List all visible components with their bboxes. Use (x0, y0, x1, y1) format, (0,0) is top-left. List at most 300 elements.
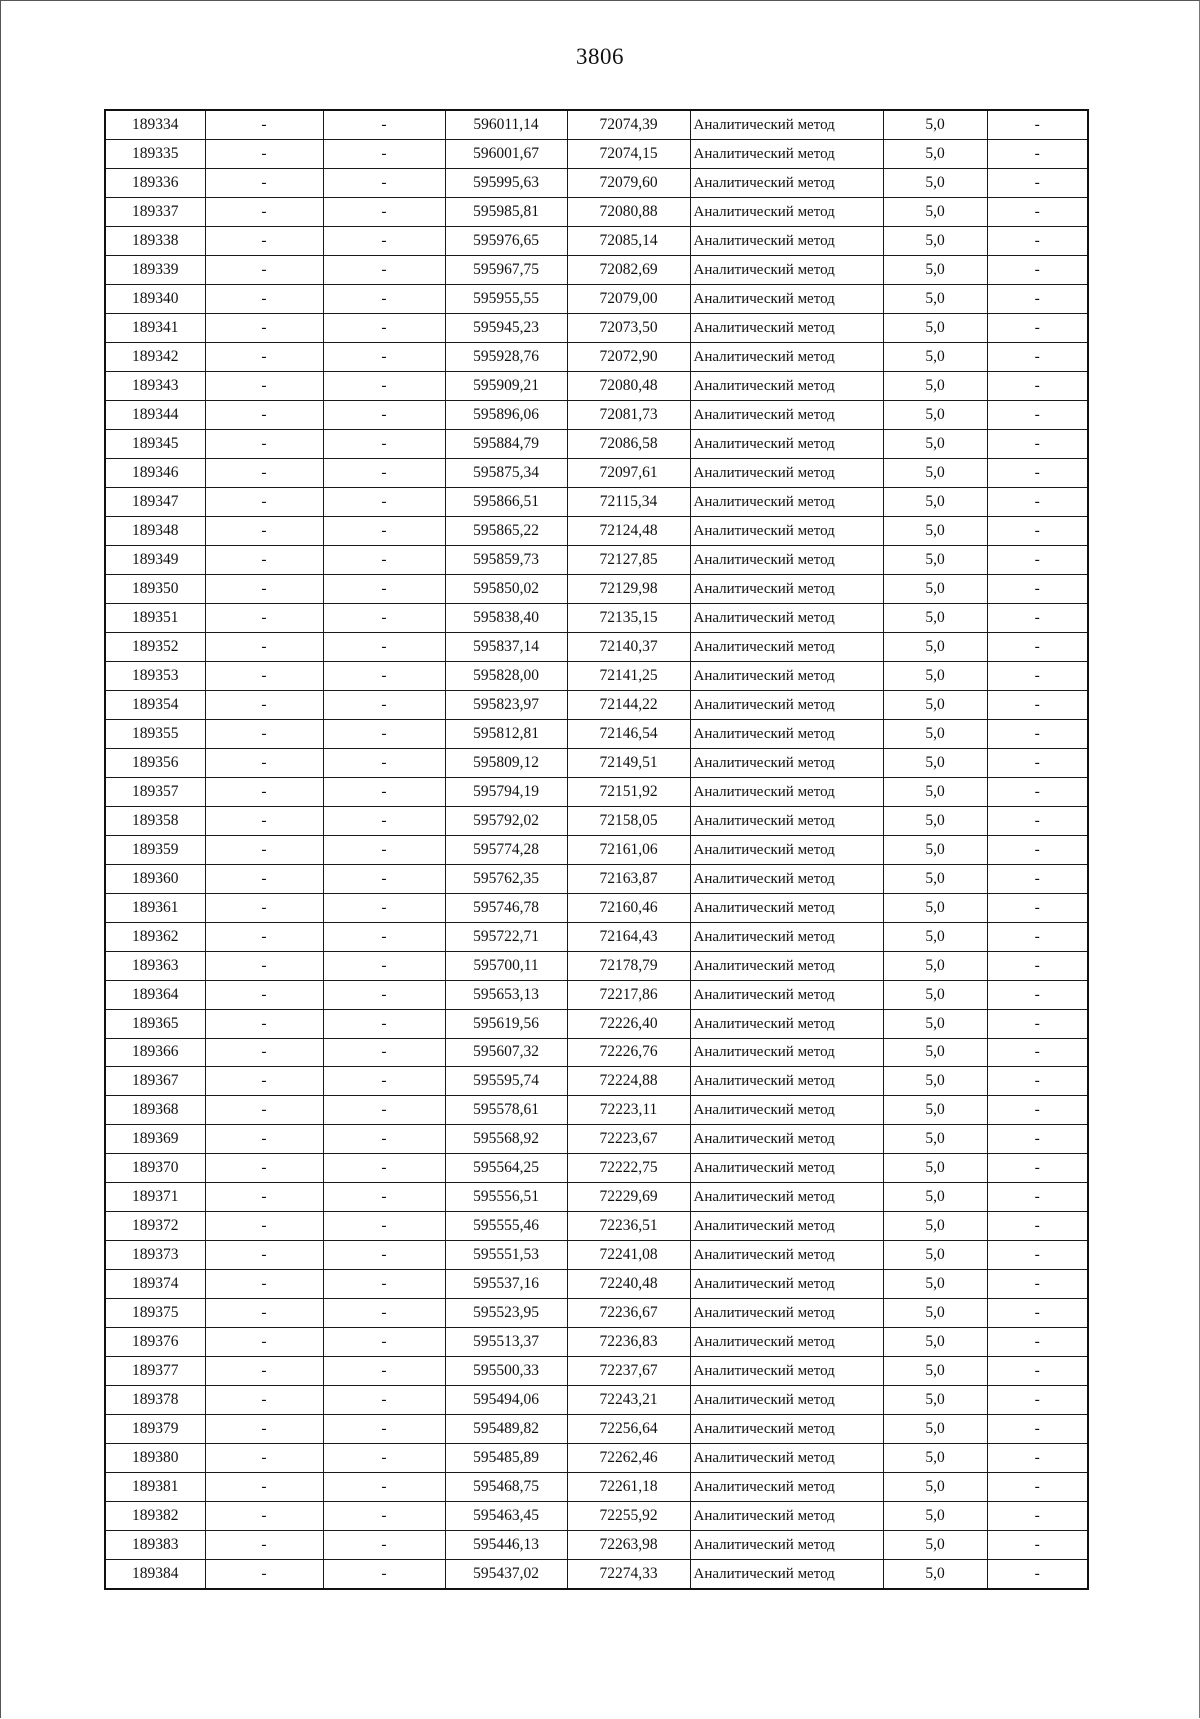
x-coordinate-cell: 595468,75 (445, 1473, 567, 1502)
x-coordinate-cell: 596001,67 (445, 139, 567, 168)
col3-cell: - (323, 1560, 445, 1589)
point-number-cell: 189347 (105, 487, 205, 516)
col2-cell: - (205, 661, 323, 690)
col8-cell: - (987, 1560, 1088, 1589)
accuracy-cell: 5,0 (883, 1096, 987, 1125)
table-row (105, 1328, 1088, 1357)
method-cell: Аналитический метод (690, 574, 883, 603)
col8-cell: - (987, 632, 1088, 661)
col2-cell: - (205, 864, 323, 893)
y-coordinate-cell: 72080,88 (567, 197, 690, 226)
accuracy-cell: 5,0 (883, 1473, 987, 1502)
x-coordinate-cell: 595774,28 (445, 835, 567, 864)
method-cell: Аналитический метод (690, 1096, 883, 1125)
method-cell: Аналитический метод (690, 1183, 883, 1212)
x-coordinate-cell: 595896,06 (445, 400, 567, 429)
col2-cell: - (205, 980, 323, 1009)
table-row (105, 429, 1088, 458)
table-row (105, 342, 1088, 371)
point-number-cell: 189351 (105, 603, 205, 632)
table-row (105, 1183, 1088, 1212)
col3-cell: - (323, 545, 445, 574)
col3-cell: - (323, 922, 445, 951)
col3-cell: - (323, 429, 445, 458)
table-row (105, 980, 1088, 1009)
col3-cell: - (323, 690, 445, 719)
accuracy-cell: 5,0 (883, 922, 987, 951)
y-coordinate-cell: 72097,61 (567, 458, 690, 487)
col3-cell: - (323, 400, 445, 429)
point-number-cell: 189363 (105, 951, 205, 980)
x-coordinate-cell: 595866,51 (445, 487, 567, 516)
point-number-cell: 189335 (105, 139, 205, 168)
y-coordinate-cell: 72144,22 (567, 690, 690, 719)
method-cell: Аналитический метод (690, 1560, 883, 1589)
y-coordinate-cell: 72222,75 (567, 1154, 690, 1183)
col2-cell: - (205, 1444, 323, 1473)
table-row (105, 1241, 1088, 1270)
table-row (105, 574, 1088, 603)
col2-cell: - (205, 1096, 323, 1125)
col8-cell: - (987, 1270, 1088, 1299)
accuracy-cell: 5,0 (883, 1531, 987, 1560)
col8-cell: - (987, 661, 1088, 690)
table-row (105, 1038, 1088, 1067)
point-number-cell: 189349 (105, 545, 205, 574)
col8-cell: - (987, 168, 1088, 197)
point-number-cell: 189355 (105, 719, 205, 748)
col2-cell: - (205, 197, 323, 226)
point-number-cell: 189370 (105, 1154, 205, 1183)
col8-cell: - (987, 487, 1088, 516)
col8-cell: - (987, 951, 1088, 980)
y-coordinate-cell: 72223,67 (567, 1125, 690, 1154)
col2-cell: - (205, 1299, 323, 1328)
method-cell: Аналитический метод (690, 255, 883, 284)
x-coordinate-cell: 595578,61 (445, 1096, 567, 1125)
x-coordinate-cell: 595859,73 (445, 545, 567, 574)
col2-cell: - (205, 1183, 323, 1212)
col3-cell: - (323, 806, 445, 835)
x-coordinate-cell: 595794,19 (445, 777, 567, 806)
y-coordinate-cell: 72262,46 (567, 1444, 690, 1473)
col8-cell: - (987, 1473, 1088, 1502)
method-cell: Аналитический метод (690, 1212, 883, 1241)
col3-cell: - (323, 197, 445, 226)
method-cell: Аналитический метод (690, 893, 883, 922)
x-coordinate-cell: 595700,11 (445, 951, 567, 980)
accuracy-cell: 5,0 (883, 893, 987, 922)
col3-cell: - (323, 255, 445, 284)
x-coordinate-cell: 595985,81 (445, 197, 567, 226)
x-coordinate-cell: 595828,00 (445, 661, 567, 690)
table-row (105, 1386, 1088, 1415)
y-coordinate-cell: 72086,58 (567, 429, 690, 458)
coordinates-table (104, 109, 1089, 1590)
x-coordinate-cell: 595967,75 (445, 255, 567, 284)
method-cell: Аналитический метод (690, 1067, 883, 1096)
accuracy-cell: 5,0 (883, 139, 987, 168)
table-row (105, 1096, 1088, 1125)
col8-cell: - (987, 748, 1088, 777)
accuracy-cell: 5,0 (883, 545, 987, 574)
col3-cell: - (323, 226, 445, 255)
accuracy-cell: 5,0 (883, 574, 987, 603)
accuracy-cell: 5,0 (883, 1067, 987, 1096)
table-row (105, 487, 1088, 516)
col8-cell: - (987, 400, 1088, 429)
accuracy-cell: 5,0 (883, 342, 987, 371)
col8-cell: - (987, 1038, 1088, 1067)
col8-cell: - (987, 574, 1088, 603)
col3-cell: - (323, 1212, 445, 1241)
col8-cell: - (987, 1328, 1088, 1357)
x-coordinate-cell: 595489,82 (445, 1415, 567, 1444)
table-row (105, 1502, 1088, 1531)
y-coordinate-cell: 72236,83 (567, 1328, 690, 1357)
col8-cell: - (987, 1531, 1088, 1560)
x-coordinate-cell: 595850,02 (445, 574, 567, 603)
col3-cell: - (323, 1386, 445, 1415)
col3-cell: - (323, 893, 445, 922)
y-coordinate-cell: 72240,48 (567, 1270, 690, 1299)
point-number-cell: 189374 (105, 1270, 205, 1299)
accuracy-cell: 5,0 (883, 226, 987, 255)
col2-cell: - (205, 1154, 323, 1183)
col2-cell: - (205, 806, 323, 835)
method-cell: Аналитический метод (690, 400, 883, 429)
accuracy-cell: 5,0 (883, 1154, 987, 1183)
x-coordinate-cell: 595595,74 (445, 1067, 567, 1096)
col2-cell: - (205, 719, 323, 748)
accuracy-cell: 5,0 (883, 1299, 987, 1328)
x-coordinate-cell: 595945,23 (445, 313, 567, 342)
point-number-cell: 189368 (105, 1096, 205, 1125)
y-coordinate-cell: 72256,64 (567, 1415, 690, 1444)
col3-cell: - (323, 835, 445, 864)
col8-cell: - (987, 1154, 1088, 1183)
accuracy-cell: 5,0 (883, 690, 987, 719)
x-coordinate-cell: 595809,12 (445, 748, 567, 777)
point-number-cell: 189367 (105, 1067, 205, 1096)
col2-cell: - (205, 255, 323, 284)
method-cell: Аналитический метод (690, 835, 883, 864)
method-cell: Аналитический метод (690, 632, 883, 661)
point-number-cell: 189369 (105, 1125, 205, 1154)
y-coordinate-cell: 72226,40 (567, 1009, 690, 1038)
method-cell: Аналитический метод (690, 777, 883, 806)
method-cell: Аналитический метод (690, 1473, 883, 1502)
table-row (105, 777, 1088, 806)
col3-cell: - (323, 951, 445, 980)
table-row (105, 661, 1088, 690)
col2-cell: - (205, 545, 323, 574)
accuracy-cell: 5,0 (883, 661, 987, 690)
y-coordinate-cell: 72224,88 (567, 1067, 690, 1096)
col8-cell: - (987, 1357, 1088, 1386)
x-coordinate-cell: 595564,25 (445, 1154, 567, 1183)
x-coordinate-cell: 595555,46 (445, 1212, 567, 1241)
accuracy-cell: 5,0 (883, 719, 987, 748)
col8-cell: - (987, 719, 1088, 748)
accuracy-cell: 5,0 (883, 284, 987, 313)
table-row (105, 806, 1088, 835)
method-cell: Аналитический метод (690, 197, 883, 226)
col8-cell: - (987, 313, 1088, 342)
point-number-cell: 189344 (105, 400, 205, 429)
accuracy-cell: 5,0 (883, 1502, 987, 1531)
col2-cell: - (205, 1125, 323, 1154)
x-coordinate-cell: 595607,32 (445, 1038, 567, 1067)
point-number-cell: 189358 (105, 806, 205, 835)
col3-cell: - (323, 1038, 445, 1067)
col3-cell: - (323, 748, 445, 777)
accuracy-cell: 5,0 (883, 1357, 987, 1386)
table-row (105, 864, 1088, 893)
table-row (105, 1299, 1088, 1328)
col2-cell: - (205, 1560, 323, 1589)
col2-cell: - (205, 1357, 323, 1386)
table-row (105, 1415, 1088, 1444)
x-coordinate-cell: 595823,97 (445, 690, 567, 719)
table-row (105, 226, 1088, 255)
point-number-cell: 189383 (105, 1531, 205, 1560)
table-row (105, 458, 1088, 487)
col8-cell: - (987, 342, 1088, 371)
table-row (105, 893, 1088, 922)
point-number-cell: 189352 (105, 632, 205, 661)
table-row (105, 690, 1088, 719)
y-coordinate-cell: 72149,51 (567, 748, 690, 777)
y-coordinate-cell: 72263,98 (567, 1531, 690, 1560)
point-number-cell: 189373 (105, 1241, 205, 1270)
table-row (105, 110, 1088, 139)
y-coordinate-cell: 72255,92 (567, 1502, 690, 1531)
col3-cell: - (323, 1502, 445, 1531)
table-row (105, 1473, 1088, 1502)
x-coordinate-cell: 595792,02 (445, 806, 567, 835)
col8-cell: - (987, 1096, 1088, 1125)
accuracy-cell: 5,0 (883, 1444, 987, 1473)
method-cell: Аналитический метод (690, 110, 883, 139)
point-number-cell: 189356 (105, 748, 205, 777)
accuracy-cell: 5,0 (883, 864, 987, 893)
method-cell: Аналитический метод (690, 1241, 883, 1270)
y-coordinate-cell: 72236,67 (567, 1299, 690, 1328)
col3-cell: - (323, 458, 445, 487)
col3-cell: - (323, 1444, 445, 1473)
col8-cell: - (987, 284, 1088, 313)
table-row (105, 284, 1088, 313)
point-number-cell: 189362 (105, 922, 205, 951)
col3-cell: - (323, 342, 445, 371)
accuracy-cell: 5,0 (883, 1328, 987, 1357)
col3-cell: - (323, 313, 445, 342)
point-number-cell: 189337 (105, 197, 205, 226)
accuracy-cell: 5,0 (883, 313, 987, 342)
col2-cell: - (205, 400, 323, 429)
table-row (105, 197, 1088, 226)
col3-cell: - (323, 719, 445, 748)
point-number-cell: 189379 (105, 1415, 205, 1444)
col2-cell: - (205, 516, 323, 545)
method-cell: Аналитический метод (690, 284, 883, 313)
accuracy-cell: 5,0 (883, 371, 987, 400)
y-coordinate-cell: 72079,00 (567, 284, 690, 313)
x-coordinate-cell: 595837,14 (445, 632, 567, 661)
point-number-cell: 189338 (105, 226, 205, 255)
accuracy-cell: 5,0 (883, 980, 987, 1009)
accuracy-cell: 5,0 (883, 603, 987, 632)
table-row (105, 603, 1088, 632)
col8-cell: - (987, 371, 1088, 400)
col8-cell: - (987, 516, 1088, 545)
point-number-cell: 189350 (105, 574, 205, 603)
page-number: 3806 (576, 44, 624, 69)
col8-cell: - (987, 429, 1088, 458)
accuracy-cell: 5,0 (883, 632, 987, 661)
table-row (105, 516, 1088, 545)
point-number-cell: 189365 (105, 1009, 205, 1038)
col2-cell: - (205, 951, 323, 980)
col2-cell: - (205, 226, 323, 255)
method-cell: Аналитический метод (690, 1154, 883, 1183)
accuracy-cell: 5,0 (883, 487, 987, 516)
col8-cell: - (987, 603, 1088, 632)
col3-cell: - (323, 371, 445, 400)
accuracy-cell: 5,0 (883, 1270, 987, 1299)
col8-cell: - (987, 864, 1088, 893)
col8-cell: - (987, 1067, 1088, 1096)
accuracy-cell: 5,0 (883, 748, 987, 777)
col3-cell: - (323, 980, 445, 1009)
x-coordinate-cell: 595762,35 (445, 864, 567, 893)
col8-cell: - (987, 1125, 1088, 1154)
col2-cell: - (205, 893, 323, 922)
y-coordinate-cell: 72160,46 (567, 893, 690, 922)
method-cell: Аналитический метод (690, 487, 883, 516)
accuracy-cell: 5,0 (883, 1009, 987, 1038)
x-coordinate-cell: 595976,65 (445, 226, 567, 255)
table-row (105, 139, 1088, 168)
point-number-cell: 189361 (105, 893, 205, 922)
method-cell: Аналитический метод (690, 1502, 883, 1531)
col2-cell: - (205, 1473, 323, 1502)
col2-cell: - (205, 429, 323, 458)
col2-cell: - (205, 1502, 323, 1531)
point-number-cell: 189339 (105, 255, 205, 284)
table-row (105, 1270, 1088, 1299)
col3-cell: - (323, 1299, 445, 1328)
y-coordinate-cell: 72082,69 (567, 255, 690, 284)
method-cell: Аналитический метод (690, 1531, 883, 1560)
point-number-cell: 189384 (105, 1560, 205, 1589)
method-cell: Аналитический метод (690, 690, 883, 719)
point-number-cell: 189343 (105, 371, 205, 400)
col2-cell: - (205, 1415, 323, 1444)
point-number-cell: 189382 (105, 1502, 205, 1531)
accuracy-cell: 5,0 (883, 429, 987, 458)
point-number-cell: 189340 (105, 284, 205, 313)
point-number-cell: 189354 (105, 690, 205, 719)
col8-cell: - (987, 1009, 1088, 1038)
y-coordinate-cell: 72243,21 (567, 1386, 690, 1415)
col8-cell: - (987, 690, 1088, 719)
y-coordinate-cell: 72146,54 (567, 719, 690, 748)
col8-cell: - (987, 835, 1088, 864)
col8-cell: - (987, 806, 1088, 835)
col8-cell: - (987, 1183, 1088, 1212)
col3-cell: - (323, 139, 445, 168)
point-number-cell: 189364 (105, 980, 205, 1009)
method-cell: Аналитический метод (690, 1270, 883, 1299)
x-coordinate-cell: 595909,21 (445, 371, 567, 400)
table-row (105, 1444, 1088, 1473)
point-number-cell: 189366 (105, 1038, 205, 1067)
point-number-cell: 189346 (105, 458, 205, 487)
y-coordinate-cell: 72274,33 (567, 1560, 690, 1589)
x-coordinate-cell: 595446,13 (445, 1531, 567, 1560)
method-cell: Аналитический метод (690, 1038, 883, 1067)
y-coordinate-cell: 72178,79 (567, 951, 690, 980)
accuracy-cell: 5,0 (883, 835, 987, 864)
y-coordinate-cell: 72135,15 (567, 603, 690, 632)
point-number-cell: 189360 (105, 864, 205, 893)
y-coordinate-cell: 72081,73 (567, 400, 690, 429)
col8-cell: - (987, 1299, 1088, 1328)
x-coordinate-cell: 595494,06 (445, 1386, 567, 1415)
col8-cell: - (987, 893, 1088, 922)
y-coordinate-cell: 72141,25 (567, 661, 690, 690)
accuracy-cell: 5,0 (883, 400, 987, 429)
point-number-cell: 189342 (105, 342, 205, 371)
accuracy-cell: 5,0 (883, 806, 987, 835)
point-number-cell: 189375 (105, 1299, 205, 1328)
col2-cell: - (205, 835, 323, 864)
y-coordinate-cell: 72161,06 (567, 835, 690, 864)
method-cell: Аналитический метод (690, 226, 883, 255)
point-number-cell: 189353 (105, 661, 205, 690)
method-cell: Аналитический метод (690, 748, 883, 777)
y-coordinate-cell: 72158,05 (567, 806, 690, 835)
method-cell: Аналитический метод (690, 1009, 883, 1038)
accuracy-cell: 5,0 (883, 110, 987, 139)
method-cell: Аналитический метод (690, 168, 883, 197)
table-row (105, 1154, 1088, 1183)
method-cell: Аналитический метод (690, 313, 883, 342)
col8-cell: - (987, 777, 1088, 806)
method-cell: Аналитический метод (690, 864, 883, 893)
y-coordinate-cell: 72074,39 (567, 110, 690, 139)
col2-cell: - (205, 313, 323, 342)
y-coordinate-cell: 72261,18 (567, 1473, 690, 1502)
method-cell: Аналитический метод (690, 545, 883, 574)
y-coordinate-cell: 72074,15 (567, 139, 690, 168)
point-number-cell: 189336 (105, 168, 205, 197)
method-cell: Аналитический метод (690, 980, 883, 1009)
col8-cell: - (987, 458, 1088, 487)
col2-cell: - (205, 1386, 323, 1415)
x-coordinate-cell: 595653,13 (445, 980, 567, 1009)
col3-cell: - (323, 110, 445, 139)
accuracy-cell: 5,0 (883, 1038, 987, 1067)
y-coordinate-cell: 72223,11 (567, 1096, 690, 1125)
col8-cell: - (987, 980, 1088, 1009)
point-number-cell: 189377 (105, 1357, 205, 1386)
method-cell: Аналитический метод (690, 1415, 883, 1444)
method-cell: Аналитический метод (690, 1386, 883, 1415)
col2-cell: - (205, 632, 323, 661)
